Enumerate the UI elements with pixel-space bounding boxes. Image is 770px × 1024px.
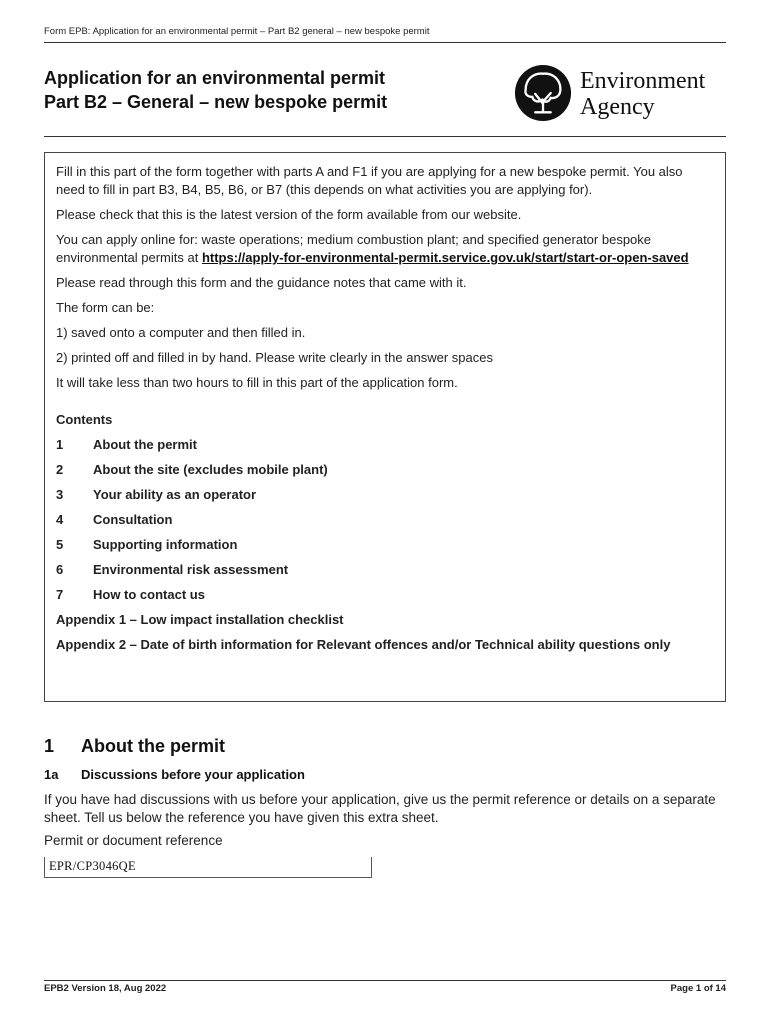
intro-paragraph: Fill in this part of the form together with parts A and F1 if you are applying for a new bespoke permit. You also need to fill in part B3, B4, B5, B6, or B7 (this depends on what activities you are applying for). xyxy=(56,164,683,197)
toc-item[interactable] xyxy=(56,461,714,479)
toc-item[interactable] xyxy=(56,436,714,454)
toc-number: 6 xyxy=(56,562,64,577)
logo-wordmark xyxy=(580,68,705,120)
toc-number: 4 xyxy=(56,512,64,527)
logo-text-line-1: Environment xyxy=(580,68,706,94)
section-title: About the permit xyxy=(81,736,225,756)
intro-box xyxy=(44,152,726,702)
permit-reference-label: Permit or document reference xyxy=(44,833,223,848)
toc-number: 5 xyxy=(56,537,64,552)
form-version: EPB2 Version 18, Aug 2022 xyxy=(44,983,167,994)
footer-divider xyxy=(44,980,726,981)
toc-item[interactable] xyxy=(56,486,714,504)
toc-label: Consultation xyxy=(93,512,173,527)
title-divider xyxy=(44,136,726,137)
subsection-title: Discussions before your application xyxy=(81,767,305,782)
toc-item[interactable] xyxy=(56,511,714,529)
contents-heading: Contents xyxy=(56,412,113,427)
form-title xyxy=(44,66,387,114)
section-number: 1 xyxy=(44,736,55,756)
intro-paragraph xyxy=(56,231,714,267)
toc-item[interactable] xyxy=(56,536,714,554)
toc-label: Environmental risk assessment xyxy=(93,562,289,577)
toc-item[interactable] xyxy=(56,561,714,579)
intro-paragraph: The form can be: xyxy=(56,300,155,315)
toc-item[interactable] xyxy=(56,586,714,604)
toc-label: About the permit xyxy=(93,437,197,452)
permit-reference-value: EPR/CP3046QE xyxy=(49,859,136,873)
intro-paragraph: Please check that this is the latest version of the form available from our website. xyxy=(56,207,522,222)
toc-appendix-2[interactable]: Appendix 2 – Date of birth information for Relevant offences and/or Technical ability questions only xyxy=(56,637,671,652)
toc-label: Supporting information xyxy=(93,537,238,552)
intro-paragraph: It will take less than two hours to fill in this part of the application form. xyxy=(56,375,458,390)
permit-reference-field[interactable] xyxy=(44,857,372,878)
logo-text-line-2: Agency xyxy=(580,94,655,120)
tree-logo-icon xyxy=(514,64,572,122)
intro-paragraph: Please read through this form and the guidance notes that came with it. xyxy=(56,275,467,290)
form-title-line-1: Application for an environmental permit xyxy=(44,68,386,88)
toc-number: 2 xyxy=(56,462,64,477)
toc-number: 3 xyxy=(56,487,64,502)
environment-agency-logo xyxy=(514,62,729,124)
intro-paragraph: 1) saved onto a computer and then filled in. xyxy=(56,325,306,340)
running-header: Form EPB: Application for an environmental permit – Part B2 general – new bespoke permit xyxy=(44,26,726,43)
toc-number: 1 xyxy=(56,437,64,452)
online-apply-text: You can apply online for: waste operations; medium combustion plant; and specified generator bespoke environmental permits at xyxy=(56,232,652,265)
subsection-1a-instructions: If you have had discussions with us before your application, give us the permit reference or details on a separate sheet. Tell us below the reference you have given this extra sheet. xyxy=(44,792,716,825)
toc-label: How to contact us xyxy=(93,587,205,602)
subsection-number: 1a xyxy=(44,767,59,782)
online-apply-link[interactable]: https://apply-for-environmental-permit.service.gov.uk/start/start-or-open-saved xyxy=(201,250,689,265)
toc-appendix-1[interactable]: Appendix 1 – Low impact installation checklist xyxy=(56,612,344,627)
form-title-line-2: Part B2 – General – new bespoke permit xyxy=(44,92,388,112)
page-number: Page 1 of 14 xyxy=(670,983,726,994)
toc-label: About the site (excludes mobile plant) xyxy=(93,462,328,477)
intro-paragraph: 2) printed off and filled in by hand. Please write clearly in the answer spaces xyxy=(56,350,493,365)
section-1-heading xyxy=(44,736,225,757)
toc-number: 7 xyxy=(56,587,64,602)
subsection-1a-heading xyxy=(44,767,305,782)
toc-label: Your ability as an operator xyxy=(93,487,257,502)
